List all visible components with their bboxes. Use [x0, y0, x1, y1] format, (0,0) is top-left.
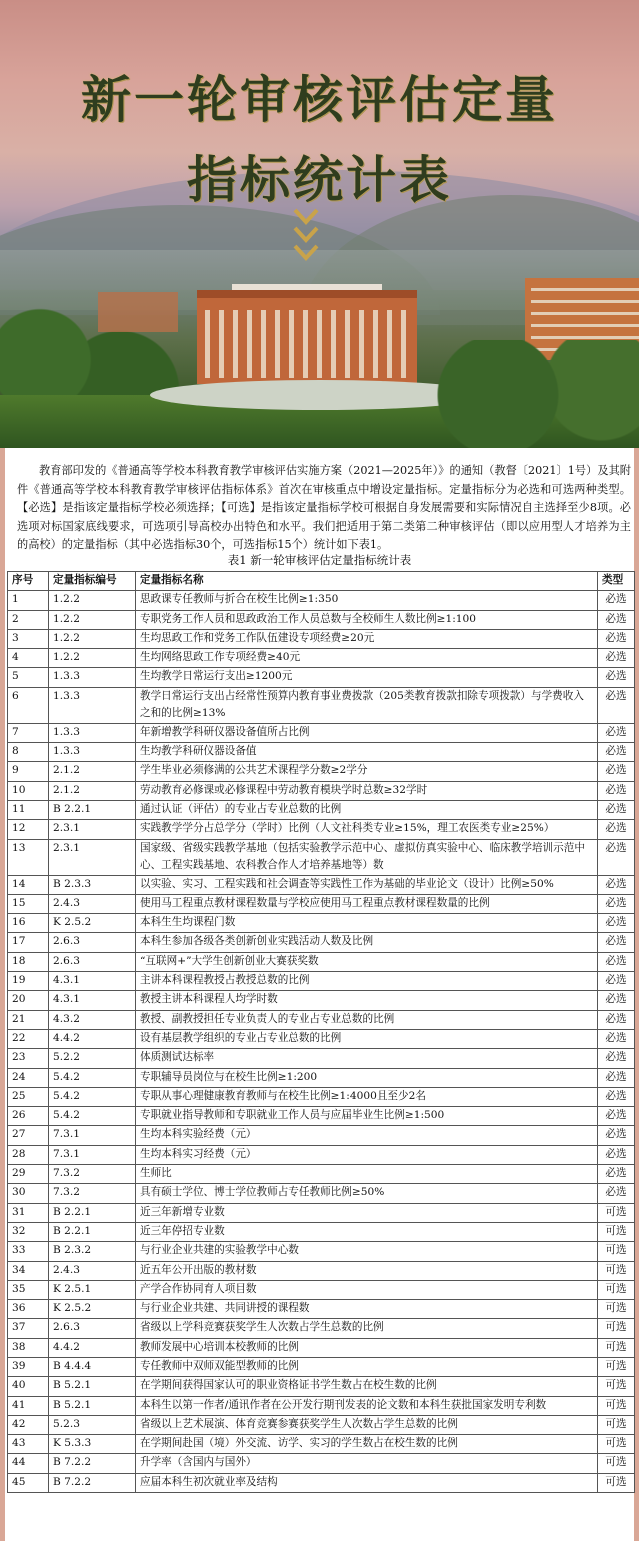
cell-type: 必选	[598, 743, 635, 762]
cell-code: 5.2.2	[49, 1049, 136, 1068]
cell-type: 必选	[598, 1049, 635, 1068]
document-paper	[5, 448, 634, 1541]
table-row	[8, 1126, 635, 1145]
table-row	[8, 839, 635, 875]
cell-index: 44	[8, 1454, 49, 1473]
cell-type: 必选	[598, 1107, 635, 1126]
cell-name: 生均本科实验经费（元）	[136, 1126, 598, 1145]
cell-type: 必选	[598, 839, 635, 875]
cell-name: 本科生生均课程门数	[136, 914, 598, 933]
table-row	[8, 762, 635, 781]
cell-type: 必选	[598, 820, 635, 839]
cell-code: K 2.5.2	[49, 914, 136, 933]
cell-code: B 2.2.1	[49, 1203, 136, 1222]
cell-index: 30	[8, 1184, 49, 1203]
cell-name: 思政课专任教师与折合在校生比例≥1:350	[136, 591, 598, 610]
table-row	[8, 1107, 635, 1126]
cell-index: 13	[8, 839, 49, 875]
table-row	[8, 1165, 635, 1184]
cell-code: K 2.5.2	[49, 1300, 136, 1319]
cell-name: 生均网络思政工作专项经费≥40元	[136, 649, 598, 668]
cell-code: B 7.2.2	[49, 1473, 136, 1492]
cell-type: 必选	[598, 1145, 635, 1164]
cell-code: 1.3.3	[49, 668, 136, 687]
cell-index: 12	[8, 820, 49, 839]
cell-index: 8	[8, 743, 49, 762]
cell-code: B 2.3.2	[49, 1242, 136, 1261]
table-row	[8, 1338, 635, 1357]
cell-name: 产学合作协同育人项目数	[136, 1280, 598, 1299]
cell-name: 专职就业指导教师和专职就业工作人员与应届毕业生比例≥1:500	[136, 1107, 598, 1126]
cell-name: 使用马工程重点教材课程数量与学校应使用马工程重点教材课程数量的比例	[136, 894, 598, 913]
cell-name: 升学率（含国内与国外）	[136, 1454, 598, 1473]
table-row	[8, 723, 635, 742]
cell-code: K 2.5.1	[49, 1280, 136, 1299]
cell-code: 2.3.1	[49, 820, 136, 839]
cell-type: 可选	[598, 1242, 635, 1261]
cell-name: 以实验、实习、工程实践和社会调查等实践性工作为基础的毕业论文（设计）比例≥50%	[136, 875, 598, 894]
cell-code: 2.6.3	[49, 952, 136, 971]
cell-name: 专任教师中双师双能型教师的比例	[136, 1357, 598, 1376]
cell-type: 必选	[598, 762, 635, 781]
cell-type: 必选	[598, 649, 635, 668]
cell-code: 4.4.2	[49, 1029, 136, 1048]
cell-type: 必选	[598, 591, 635, 610]
cell-code: 2.3.1	[49, 839, 136, 875]
cell-code: 7.3.1	[49, 1145, 136, 1164]
cell-code: 1.3.3	[49, 743, 136, 762]
cell-type: 可选	[598, 1357, 635, 1376]
campus-building	[98, 292, 178, 332]
cell-type: 必选	[598, 1010, 635, 1029]
cell-type: 可选	[598, 1377, 635, 1396]
cell-name: 近三年停招专业数	[136, 1222, 598, 1241]
cell-code: 1.3.3	[49, 687, 136, 723]
table-row	[8, 1010, 635, 1029]
cell-type: 必选	[598, 972, 635, 991]
cell-type: 必选	[598, 687, 635, 723]
cell-index: 36	[8, 1300, 49, 1319]
column-header: 定量指标名称	[136, 572, 598, 591]
page-subtitle: 指标统计表	[187, 151, 452, 209]
cell-type: 可选	[598, 1435, 635, 1454]
cell-name: 近三年新增专业数	[136, 1203, 598, 1222]
cell-code: 4.3.1	[49, 991, 136, 1010]
cell-name: 学生毕业必须修满的公共艺术课程学分数≥2学分	[136, 762, 598, 781]
cell-type: 必选	[598, 875, 635, 894]
cell-code: B 7.2.2	[49, 1454, 136, 1473]
table-row	[8, 894, 635, 913]
cell-type: 必选	[598, 1029, 635, 1048]
table-row	[8, 1184, 635, 1203]
cell-code: 1.2.2	[49, 591, 136, 610]
cell-name: 通过认证（评估）的专业占专业总数的比例	[136, 800, 598, 819]
cell-name: 教师发展中心培训本校教师的比例	[136, 1338, 598, 1357]
cell-type: 必选	[598, 914, 635, 933]
table-row	[8, 629, 635, 648]
cell-name: 专职辅导员岗位与在校生比例≥1:200	[136, 1068, 598, 1087]
cell-index: 15	[8, 894, 49, 913]
table-row	[8, 991, 635, 1010]
cell-index: 24	[8, 1068, 49, 1087]
cell-code: 1.2.2	[49, 610, 136, 629]
cell-name: 具有硕士学位、博士学位教师占专任教师比例≥50%	[136, 1184, 598, 1203]
cell-type: 必选	[598, 991, 635, 1010]
table-row	[8, 1357, 635, 1376]
cell-index: 29	[8, 1165, 49, 1184]
cell-code: 4.3.1	[49, 972, 136, 991]
cell-type: 可选	[598, 1280, 635, 1299]
cell-code: 2.6.3	[49, 933, 136, 952]
cell-type: 必选	[598, 1184, 635, 1203]
table-row	[8, 800, 635, 819]
cell-index: 42	[8, 1415, 49, 1434]
cell-index: 5	[8, 668, 49, 687]
cell-name: 省级以上学科竞赛获奖学生人次数占学生总数的比例	[136, 1319, 598, 1338]
cell-index: 10	[8, 781, 49, 800]
cell-type: 必选	[598, 800, 635, 819]
cell-code: 1.2.2	[49, 649, 136, 668]
cell-name: 国家级、省级实践教学基地（包括实验教学示范中心、虚拟仿真实验中心、临床教学培训示范中心、工程实践基地、农科教合作人才培养基地等）数	[136, 839, 598, 875]
cell-index: 11	[8, 800, 49, 819]
table-row	[8, 1319, 635, 1338]
table-row	[8, 820, 635, 839]
header-banner	[0, 0, 639, 448]
column-header: 定量指标编号	[49, 572, 136, 591]
cell-type: 可选	[598, 1338, 635, 1357]
cell-code: 7.3.2	[49, 1184, 136, 1203]
cell-index: 38	[8, 1338, 49, 1357]
cell-name: 主讲本科课程教授占教授总数的比例	[136, 972, 598, 991]
table-row	[8, 914, 635, 933]
cell-name: 本科生参加各级各类创新创业实践活动人数及比例	[136, 933, 598, 952]
table-row	[8, 1396, 635, 1415]
cell-name: 近五年公开出版的教材数	[136, 1261, 598, 1280]
cell-code: 5.4.2	[49, 1068, 136, 1087]
cell-index: 22	[8, 1029, 49, 1048]
column-header: 序号	[8, 572, 49, 591]
cell-name: “互联网+”大学生创新创业大赛获奖数	[136, 952, 598, 971]
cell-type: 必选	[598, 610, 635, 629]
cell-index: 37	[8, 1319, 49, 1338]
cell-name: 教授主讲本科课程人均学时数	[136, 991, 598, 1010]
cell-name: 专职从事心理健康教育教师与在校生比例≥1:4000且至少2名	[136, 1087, 598, 1106]
cell-name: 教学日常运行支出占经常性预算内教育事业费拨款（205类教育拨款扣除专项拨款）与学费收入之和的比例≥13%	[136, 687, 598, 723]
table-header-row	[8, 572, 635, 591]
cell-index: 33	[8, 1242, 49, 1261]
table-body	[8, 591, 635, 1493]
cell-name: 劳动教育必修课或必修课程中劳动教育模块学时总数≥32学时	[136, 781, 598, 800]
table-row	[8, 1435, 635, 1454]
cell-name: 生均教学日常运行支出≥1200元	[136, 668, 598, 687]
cell-code: 5.2.3	[49, 1415, 136, 1434]
cell-name: 生师比	[136, 1165, 598, 1184]
cell-code: 2.6.3	[49, 1319, 136, 1338]
cell-name: 与行业企业共建、共同讲授的课程数	[136, 1300, 598, 1319]
table-row	[8, 687, 635, 723]
cell-code: 7.3.1	[49, 1126, 136, 1145]
table-row	[8, 591, 635, 610]
cell-type: 可选	[598, 1454, 635, 1473]
main-building	[197, 290, 417, 384]
cell-index: 2	[8, 610, 49, 629]
table-row	[8, 1300, 635, 1319]
cell-code: B 2.3.3	[49, 875, 136, 894]
cell-index: 23	[8, 1049, 49, 1068]
cell-type: 必选	[598, 933, 635, 952]
cell-name: 生均本科实习经费（元）	[136, 1145, 598, 1164]
table-row	[8, 610, 635, 629]
cell-code: 2.4.3	[49, 1261, 136, 1280]
cell-name: 生均教学科研仪器设备值	[136, 743, 598, 762]
table-row	[8, 1242, 635, 1261]
cell-code: 1.3.3	[49, 723, 136, 742]
column-header: 类型	[598, 572, 635, 591]
trees	[429, 340, 639, 448]
cell-name: 体质测试达标率	[136, 1049, 598, 1068]
cell-index: 21	[8, 1010, 49, 1029]
cell-index: 26	[8, 1107, 49, 1126]
cell-name: 与行业企业共建的实验教学中心数	[136, 1242, 598, 1261]
table-row	[8, 972, 635, 991]
cell-name: 实践教学学分占总学分（学时）比例（人文社科类专业≥15%，理工农医类专业≥25%）	[136, 820, 598, 839]
cell-type: 必选	[598, 668, 635, 687]
table-row	[8, 743, 635, 762]
cell-index: 19	[8, 972, 49, 991]
cell-index: 31	[8, 1203, 49, 1222]
table-row	[8, 1222, 635, 1241]
cell-code: 5.4.2	[49, 1107, 136, 1126]
table-row	[8, 952, 635, 971]
cell-index: 18	[8, 952, 49, 971]
cell-type: 可选	[598, 1203, 635, 1222]
cell-index: 7	[8, 723, 49, 742]
cell-type: 可选	[598, 1222, 635, 1241]
cell-index: 25	[8, 1087, 49, 1106]
table-row	[8, 1454, 635, 1473]
cell-type: 必选	[598, 629, 635, 648]
table-row	[8, 1203, 635, 1222]
table-row	[8, 1280, 635, 1299]
cell-name: 教授、副教授担任专业负责人的专业占专业总数的比例	[136, 1010, 598, 1029]
table-row	[8, 1261, 635, 1280]
cell-code: 7.3.2	[49, 1165, 136, 1184]
cell-index: 4	[8, 649, 49, 668]
cell-name: 专职党务工作人员和思政政治工作人员总数与全校师生人数比例≥1:100	[136, 610, 598, 629]
content-frame	[0, 448, 639, 1541]
cell-index: 43	[8, 1435, 49, 1454]
cell-type: 可选	[598, 1261, 635, 1280]
cell-code: 4.4.2	[49, 1338, 136, 1357]
chevron-down-icon	[293, 208, 319, 268]
cell-index: 27	[8, 1126, 49, 1145]
cell-index: 6	[8, 687, 49, 723]
page-title: 新一轮审核评估定量	[81, 71, 558, 129]
cell-index: 40	[8, 1377, 49, 1396]
cell-code: B 2.2.1	[49, 800, 136, 819]
cell-index: 3	[8, 629, 49, 648]
cell-index: 20	[8, 991, 49, 1010]
cell-index: 16	[8, 914, 49, 933]
cell-index: 32	[8, 1222, 49, 1241]
cell-type: 必选	[598, 1165, 635, 1184]
cell-type: 必选	[598, 723, 635, 742]
cell-name: 本科生以第一作者/通讯作者在公开发行期刊发表的论文数和本科生获批国家发明专利数	[136, 1396, 598, 1415]
cell-name: 在学期间获得国家认可的职业资格证书学生数占在校生数的比例	[136, 1377, 598, 1396]
table-row	[8, 1377, 635, 1396]
table-row	[8, 668, 635, 687]
cell-name: 应届本科生初次就业率及结构	[136, 1473, 598, 1492]
cell-code: 4.3.2	[49, 1010, 136, 1029]
table-row	[8, 1049, 635, 1068]
cell-code: 2.4.3	[49, 894, 136, 913]
cell-code: 2.1.2	[49, 762, 136, 781]
table-caption: 表1 新一轮审核评估定量指标统计表	[227, 553, 412, 567]
table-row	[8, 1415, 635, 1434]
cell-index: 39	[8, 1357, 49, 1376]
cell-code: 1.2.2	[49, 629, 136, 648]
cell-index: 34	[8, 1261, 49, 1280]
table-row	[8, 1145, 635, 1164]
cell-code: B 5.2.1	[49, 1377, 136, 1396]
cell-name: 生均思政工作和党务工作队伍建设专项经费≥20元	[136, 629, 598, 648]
cell-type: 必选	[598, 781, 635, 800]
cell-index: 9	[8, 762, 49, 781]
cell-type: 必选	[598, 894, 635, 913]
cell-type: 可选	[598, 1300, 635, 1319]
cell-name: 省级以上艺术展演、体育竞赛参赛获奖学生人次数占学生总数的比例	[136, 1415, 598, 1434]
table-row	[8, 1068, 635, 1087]
cell-type: 必选	[598, 952, 635, 971]
cell-index: 35	[8, 1280, 49, 1299]
table-row	[8, 1473, 635, 1492]
cell-code: 5.4.2	[49, 1087, 136, 1106]
cell-index: 1	[8, 591, 49, 610]
cell-code: 2.1.2	[49, 781, 136, 800]
cell-index: 45	[8, 1473, 49, 1492]
cell-type: 必选	[598, 1068, 635, 1087]
cell-code: K 5.3.3	[49, 1435, 136, 1454]
intro-paragraph: 教育部印发的《普通高等学校本科教育教学审核评估实施方案（2021—2025年）》的通知（教督〔2021〕1号）及其附件《普通高等学校本科教育教学审核评估指标体系》首次在审核重点中增设定量指标。定量指标分为必选和可选两种类型。【必选】是指该定量指标学校必须选择；【可选】是指该定量指标学校可根据自身发展需要和实际情况自主选择至少8项。必选项对标国家底线要求，可选项引导高校办出特色和水平。我们把适用于第二类第二种审核评估（即以应用型人才培养为主的高校）的定量指标（其中必选指标30个，可选指标15个）统计如下表1。	[17, 464, 631, 552]
cell-name: 在学期间赴国（境）外交流、访学、实习的学生数占在校生数的比例	[136, 1435, 598, 1454]
table-row	[8, 1029, 635, 1048]
table-row	[8, 649, 635, 668]
cell-name: 年新增教学科研仪器设备值所占比例	[136, 723, 598, 742]
table-row	[8, 933, 635, 952]
cell-type: 必选	[598, 1087, 635, 1106]
cell-type: 必选	[598, 1126, 635, 1145]
cell-index: 41	[8, 1396, 49, 1415]
cell-code: B 5.2.1	[49, 1396, 136, 1415]
table-row	[8, 781, 635, 800]
cell-type: 可选	[598, 1319, 635, 1338]
cell-index: 28	[8, 1145, 49, 1164]
cell-code: B 4.4.4	[49, 1357, 136, 1376]
cell-type: 可选	[598, 1396, 635, 1415]
table-row	[8, 1087, 635, 1106]
cell-type: 可选	[598, 1415, 635, 1434]
cell-index: 14	[8, 875, 49, 894]
indicator-table	[7, 571, 635, 1493]
cell-code: B 2.2.1	[49, 1222, 136, 1241]
cell-name: 设有基层教学组织的专业占专业总数的比例	[136, 1029, 598, 1048]
cell-index: 17	[8, 933, 49, 952]
table-row	[8, 875, 635, 894]
cell-type: 可选	[598, 1473, 635, 1492]
